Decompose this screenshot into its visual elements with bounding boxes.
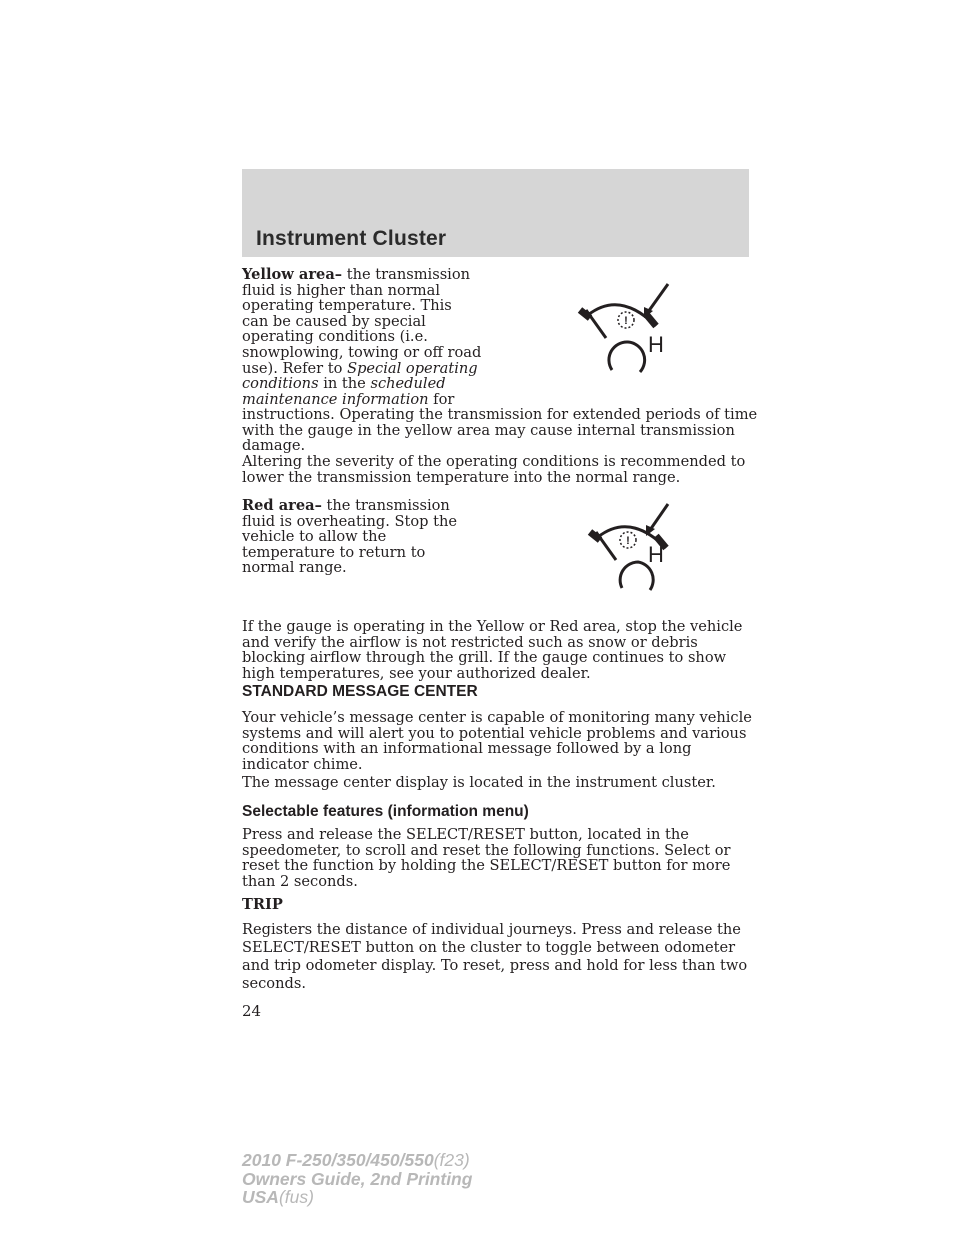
gauge-hot-label-2: H <box>648 542 664 567</box>
gauge-alert-symbol-2: ! <box>626 535 630 547</box>
red-area-paragraph <box>242 498 482 576</box>
yellow-area-text-c: for <box>428 390 455 408</box>
section-title: Instrument Cluster <box>256 227 447 250</box>
footer-region: USA <box>242 1187 279 1207</box>
standard-message-center-heading: STANDARD MESSAGE CENTER <box>242 683 478 700</box>
footer-region-code: (fus) <box>278 1187 314 1207</box>
yellow-area-term: Yellow area– <box>242 266 343 283</box>
red-area-text: the transmission fluid is overheating. Stop the vehicle to allow the temperature to return to normal range. <box>242 497 458 577</box>
section-header-bar <box>242 169 749 257</box>
red-area-term: Red area– <box>242 497 322 514</box>
page-number: 24 <box>242 1002 262 1020</box>
special-operating-conditions-ref: Special operating conditions <box>242 359 478 393</box>
if-gauge-paragraph: If the gauge is operating in the Yellow or Red area, stop the vehicle and verify the airflow is not restricted such as snow or debris blocking airflow through the grill. If the gauge continues to show high temperatures, see your authorized dealer. <box>242 618 743 682</box>
gauge-hot-label: H <box>648 332 664 357</box>
trip-heading: TRIP <box>242 896 283 913</box>
altering-paragraph: Altering the severity of the operating conditions is recommended to lower the transmission temperature into the normal range. <box>242 453 746 486</box>
selectable-features-heading: Selectable features (information menu) <box>242 803 529 820</box>
yellow-area-text-b: in the <box>318 375 371 393</box>
trip-paragraph: Registers the distance of individual journeys. Press and release the SELECT/RESET button on the cluster to toggle between odometer and trip odometer display. To reset, press and hold for less than two seconds. <box>242 921 748 992</box>
selectable-features-paragraph: Press and release the SELECT/RESET button, located in the speedometer, to scroll and reset the following functions. Select or reset the function by holding the SELECT/RESET button for more than 2 seconds. <box>242 826 731 890</box>
yellow-area-continuation: instructions. Operating the transmission for extended periods of time with the gauge in the yellow area may cause internal transmission damage. <box>242 406 758 455</box>
message-center-paragraph-2: The message center display is located in the instrument cluster. <box>242 774 716 791</box>
yellow-area-paragraph <box>242 267 482 407</box>
scheduled-maintenance-ref: scheduled maintenance information <box>242 375 446 408</box>
yellow-area-text: the transmission fluid is higher than normal operating temperature. This can be caused by special operating conditions (i.e. snowplowing, towing or off road use). Refer to <box>242 266 482 377</box>
transmission-gauge-yellow-icon <box>560 280 690 380</box>
footer-model: 2010 F-250/350/450/550 <box>242 1150 434 1170</box>
footer-guide: Owners Guide, 2nd Printing <box>242 1168 473 1189</box>
footer-model-code: (f23) <box>433 1150 470 1170</box>
document-footer <box>242 1151 472 1207</box>
message-center-paragraph-1: Your vehicle’s message center is capable of monitoring many vehicle systems and will alert you to potential vehicle problems and various conditions with an informational message followed by a long indicator chime. <box>242 709 752 773</box>
gauge-alert-symbol: ! <box>624 315 628 327</box>
transmission-gauge-red-icon <box>570 502 700 597</box>
